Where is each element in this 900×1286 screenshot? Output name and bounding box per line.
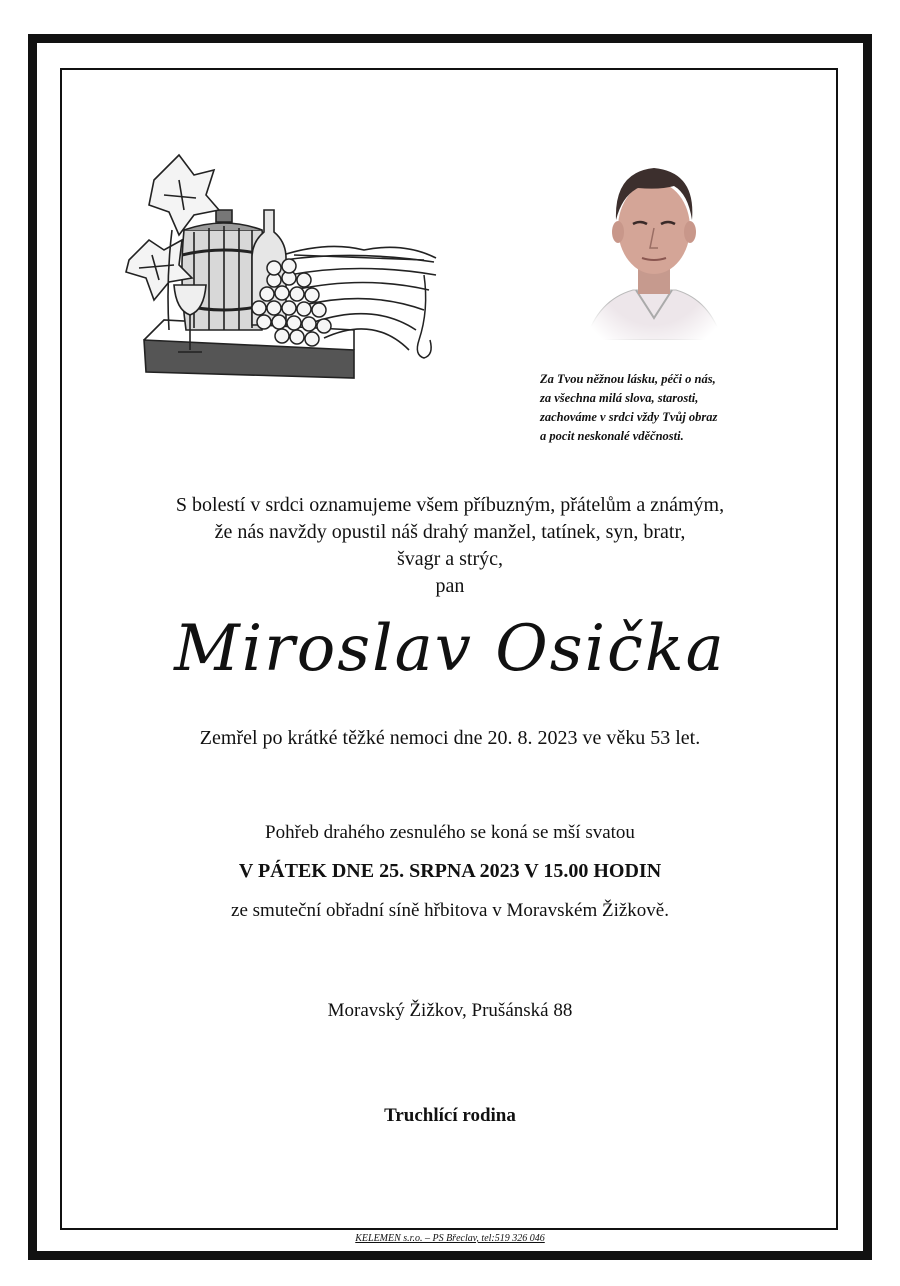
death-notice: Zemřel po krátké těžké nemoci dne 20. 8. 2023 ve věku 53 let. xyxy=(199,727,701,749)
announcement-line: že nás navždy opustil náš drahý manžel, tatínek, syn, bratr, xyxy=(214,521,686,543)
deceased-name: Miroslav Osička xyxy=(174,612,726,686)
poem-line: Za Tvou něžnou lásku, péči o nás, xyxy=(540,372,716,386)
announcement-text xyxy=(100,492,800,600)
funeral-intro: Pohřeb drahého zesnulého se koná se mší svatou xyxy=(265,822,635,843)
poem-line: zachováme v srdci vždy Tvůj obraz xyxy=(540,410,718,424)
family-address: Moravský Žižkov, Prušánská 88 xyxy=(327,1000,573,1021)
funeral-date-time: V PÁTEK DNE 25. SRPNA 2023 V 15.00 HODIN xyxy=(238,860,662,882)
signature: Truchlící rodina xyxy=(384,1105,516,1126)
funeral-location: ze smuteční obřadní síně hřbitova v Moravském Žižkově. xyxy=(231,900,669,921)
announcement-line: švagr a strýc, xyxy=(396,548,504,570)
deceased-portrait-photo xyxy=(578,150,730,340)
printer-footer: KELEMEN s.r.o. – PS Břeclav, tel:519 326 046 xyxy=(355,1233,545,1244)
announcement-line: S bolestí v srdci oznamujeme všem příbuzným, přátelům a známým, xyxy=(175,494,725,516)
wine-vineyard-illustration xyxy=(124,150,444,382)
poem-line: a pocit neskonalé vděčnosti. xyxy=(540,429,684,443)
poem-line: za všechna milá slova, starosti, xyxy=(540,391,699,405)
announcement-line: pan xyxy=(435,575,465,597)
memorial-poem xyxy=(540,370,780,446)
